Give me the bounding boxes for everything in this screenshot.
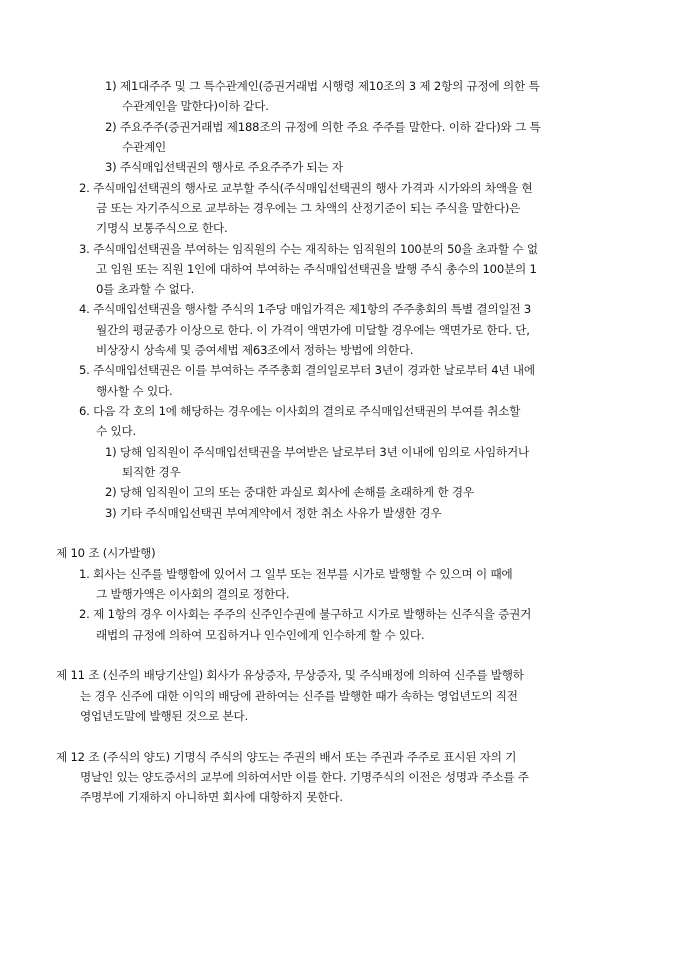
clause-item-2-cont-2: 기명식 보통주식으로 한다. [96,221,228,235]
article-12-line-1: 제 12 조 (주식의 양도) 기명식 주식의 양도는 주권의 배서 또는 주권과 주주로 표시된 자의 기 [56,750,517,764]
article-10-heading: 제 10 조 (시가발행) [56,546,156,560]
clause-sub-1-1-cont: 수관계인을 말한다)이하 같다. [122,99,269,113]
clause-item-4-cont-2: 비상장시 상속세 및 증여세법 제63조에서 정하는 방법에 의한다. [96,343,414,357]
clause-item-4: 4. 주식매입선택권을 행사할 주식의 1주당 매입가격은 제1항의 주주총회의 특별 결의일전 3 [79,302,532,316]
clause-item-3: 3. 주식매입선택권을 부여하는 임직원의 수는 재직하는 임직원의 100분의 50을 초과할 수 없 [79,242,538,256]
article-11-line-1: 제 11 조 (신주의 배당기산일) 회사가 유상증자, 무상증자, 및 주식배정에 의하여 신주를 발행하 [56,668,524,682]
clause-item-5: 5. 주식매입선택권은 이를 부여하는 주주총회 결의일로부터 3년이 경과한 날로부터 4년 내에 [79,363,535,377]
article-11-line-3: 영업년도말에 발행된 것으로 본다. [80,709,248,723]
clause-sub-6-1: 1) 당해 임직원이 주식매입선택권을 부여받은 날로부터 3년 이내에 임의로 사임하거나 [105,445,530,459]
clause-sub-6-3: 3) 기타 주식매입선택권 부여계약에서 정한 취소 사유가 발생한 경우 [105,506,442,520]
article-10-para-1: 1. 회사는 신주를 발행함에 있어서 그 일부 또는 전부를 시가로 발행할 수 있으며 이 때에 [79,567,513,581]
clause-sub-1-2-cont: 수관계인 [122,140,166,154]
clause-item-5-cont: 행사할 수 있다. [96,384,173,398]
article-10-para-2: 2. 제 1항의 경우 이사회는 주주의 신주인수권에 불구하고 시가로 발행하는 신주식을 증권거 [79,607,532,621]
clause-sub-1-1: 1) 제1대주주 및 그 특수관계인(증권거래법 시행령 제10조의 3 제 2항의 규정에 의한 특 [105,79,540,93]
clause-item-3-cont-1: 고 임원 또는 직원 1인에 대하여 부여하는 주식매입선택권을 발행 주식 총수의 100분의 1 [96,262,537,276]
article-12-line-2: 명날인 있는 양도증서의 교부에 의하여서만 이를 한다. 기명주식의 이전은 성명과 주소를 주 [80,770,529,784]
clause-item-4-cont-1: 월간의 평균종가 이상으로 한다. 이 가격이 액면가에 미달할 경우에는 액면가로 한다. 단, [96,323,530,337]
article-12-line-3: 주명부에 기재하지 아니하면 회사에 대항하지 못한다. [80,790,343,804]
clause-sub-6-1-cont: 퇴직한 경우 [122,465,181,479]
clause-item-6-cont: 수 있다. [96,424,136,438]
clause-sub-6-2: 2) 당해 임직원이 고의 또는 중대한 과실로 회사에 손해를 초래하게 한 경우 [105,485,474,499]
clause-item-2-cont-1: 금 또는 자기주식으로 교부하는 경우에는 그 차액의 산정기준이 되는 주식을 말한다)은 [96,201,521,215]
clause-sub-1-3: 3) 주식매입선택권의 행사로 주요주주가 되는 자 [105,160,343,174]
article-10-para-1-cont: 그 발행가액은 이사회의 결의로 정한다. [96,587,290,601]
clause-item-6: 6. 다음 각 호의 1에 해당하는 경우에는 이사회의 결의로 주식매입선택권의 부여를 취소할 [79,404,521,418]
article-10-para-2-cont: 래법의 규정에 의하여 모집하거나 인수인에게 인수하게 할 수 있다. [96,628,425,642]
clause-item-3-cont-2: 0를 초과할 수 없다. [96,282,195,296]
clause-item-2: 2. 주식매입선택권의 행사로 교부할 주식(주식매입선택권의 행사 가격과 시가와의 차액을 현 [79,181,533,195]
article-11-line-2: 는 경우 신주에 대한 이익의 배당에 관하여는 신주를 발행한 때가 속하는 영업년도의 직전 [80,689,518,703]
clause-sub-1-2: 2) 주요주주(증권거래법 제188조의 규정에 의한 주요 주주를 말한다. 이하 같다)와 그 특 [105,120,541,134]
